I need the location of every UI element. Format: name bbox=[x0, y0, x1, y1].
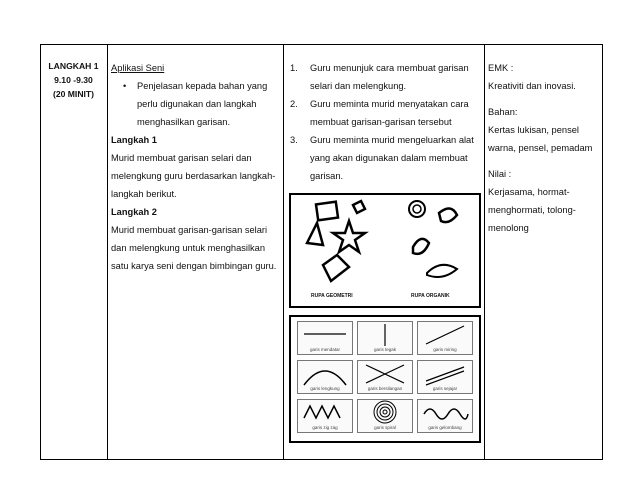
line-cell bbox=[417, 360, 473, 394]
cell-caption: garis lengkung bbox=[310, 386, 340, 391]
line-cell bbox=[297, 399, 353, 433]
content-column bbox=[111, 59, 283, 275]
item-number: 2. bbox=[290, 99, 298, 109]
organic-shapes-caption: RUPA ORGANIK bbox=[411, 293, 450, 299]
step-label: LANGKAH 1 bbox=[48, 61, 99, 71]
parallel-lines-icon bbox=[418, 361, 472, 387]
horizontal-line-icon bbox=[298, 322, 352, 348]
step-duration: (20 MINIT) bbox=[52, 89, 95, 99]
emk-title: EMK : bbox=[488, 63, 514, 73]
step2-text: Murid membuat garisan-garisan selari dan melengkung untuk menghasilkan satu karya seni dengan bimbingan guru. bbox=[111, 225, 277, 271]
cell-caption: garis zig zag bbox=[312, 425, 338, 430]
wavy-line-icon bbox=[418, 400, 472, 426]
line-cell bbox=[357, 360, 413, 394]
lesson-plan-table bbox=[40, 44, 603, 460]
shapes-image bbox=[289, 193, 481, 308]
cell-caption: garis sejajar bbox=[432, 386, 458, 391]
cell-caption: garis gelombang bbox=[428, 425, 462, 430]
step2-title: Langkah 2 bbox=[111, 207, 157, 217]
cell-caption: garis bersilangan bbox=[367, 386, 403, 391]
step-time: 9.10 -9.30 bbox=[54, 75, 93, 85]
item-number: 1. bbox=[290, 63, 298, 73]
step-column bbox=[41, 59, 106, 101]
notes-column bbox=[488, 59, 600, 237]
cell-caption: garis tegak bbox=[373, 347, 396, 352]
activity-column bbox=[290, 59, 490, 185]
lines-image bbox=[289, 315, 481, 443]
shapes-illustration bbox=[291, 195, 479, 306]
item-text: Guru meminta murid mengeluarkan alat yang akan digunakan dalam membuat garisan. bbox=[310, 135, 474, 181]
cell-caption: garis mendatar bbox=[309, 347, 340, 352]
bullet-icon: • bbox=[123, 81, 127, 91]
column-divider bbox=[107, 45, 108, 459]
bahan-title: Bahan: bbox=[488, 107, 518, 117]
nilai-title: Nilai : bbox=[488, 169, 512, 179]
bahan-text: Kertas lukisan, pensel warna, pensel, pemadam bbox=[488, 125, 593, 153]
section-heading: Aplikasi Seni bbox=[111, 63, 165, 73]
vertical-line-icon bbox=[358, 322, 412, 348]
item-text: Guru menunjuk cara membuat garisan selari dan melengkung. bbox=[310, 63, 469, 91]
spiral-line-icon bbox=[358, 400, 412, 426]
item-text: Guru meminta murid menyatakan cara membuat garisan-garisan tersebut bbox=[310, 99, 469, 127]
zigzag-line-icon bbox=[298, 400, 352, 426]
activity-item bbox=[290, 59, 490, 95]
line-cell bbox=[297, 360, 353, 394]
cell-caption: garis miring bbox=[433, 347, 457, 352]
activity-item bbox=[290, 131, 490, 185]
line-cell bbox=[357, 399, 413, 433]
crossing-lines-icon bbox=[358, 361, 412, 387]
bullet-item bbox=[123, 77, 283, 131]
line-cell bbox=[417, 321, 473, 355]
diagonal-line-icon bbox=[418, 322, 472, 348]
item-number: 3. bbox=[290, 135, 298, 145]
step1-title: Langkah 1 bbox=[111, 135, 157, 145]
activity-item bbox=[290, 95, 490, 131]
line-cell bbox=[417, 399, 473, 433]
geometric-shapes-caption: RUPA GEOMETRI bbox=[311, 293, 353, 299]
step1-text: Murid membuat garisan selari dan melengkung guru berdasarkan langkah-langkah berikut. bbox=[111, 153, 276, 199]
column-divider bbox=[283, 45, 284, 459]
curved-line-icon bbox=[298, 361, 352, 387]
bullet-text: Penjelasan kepada bahan yang perlu digunakan dan langkah menghasilkan garisan. bbox=[137, 81, 268, 127]
cell-caption: garis spiral bbox=[374, 425, 396, 430]
line-cell bbox=[357, 321, 413, 355]
emk-text: Kreativiti dan inovasi. bbox=[488, 81, 576, 91]
line-cell bbox=[297, 321, 353, 355]
nilai-text: Kerjasama, hormat-menghormati, tolong-menolong bbox=[488, 187, 576, 233]
